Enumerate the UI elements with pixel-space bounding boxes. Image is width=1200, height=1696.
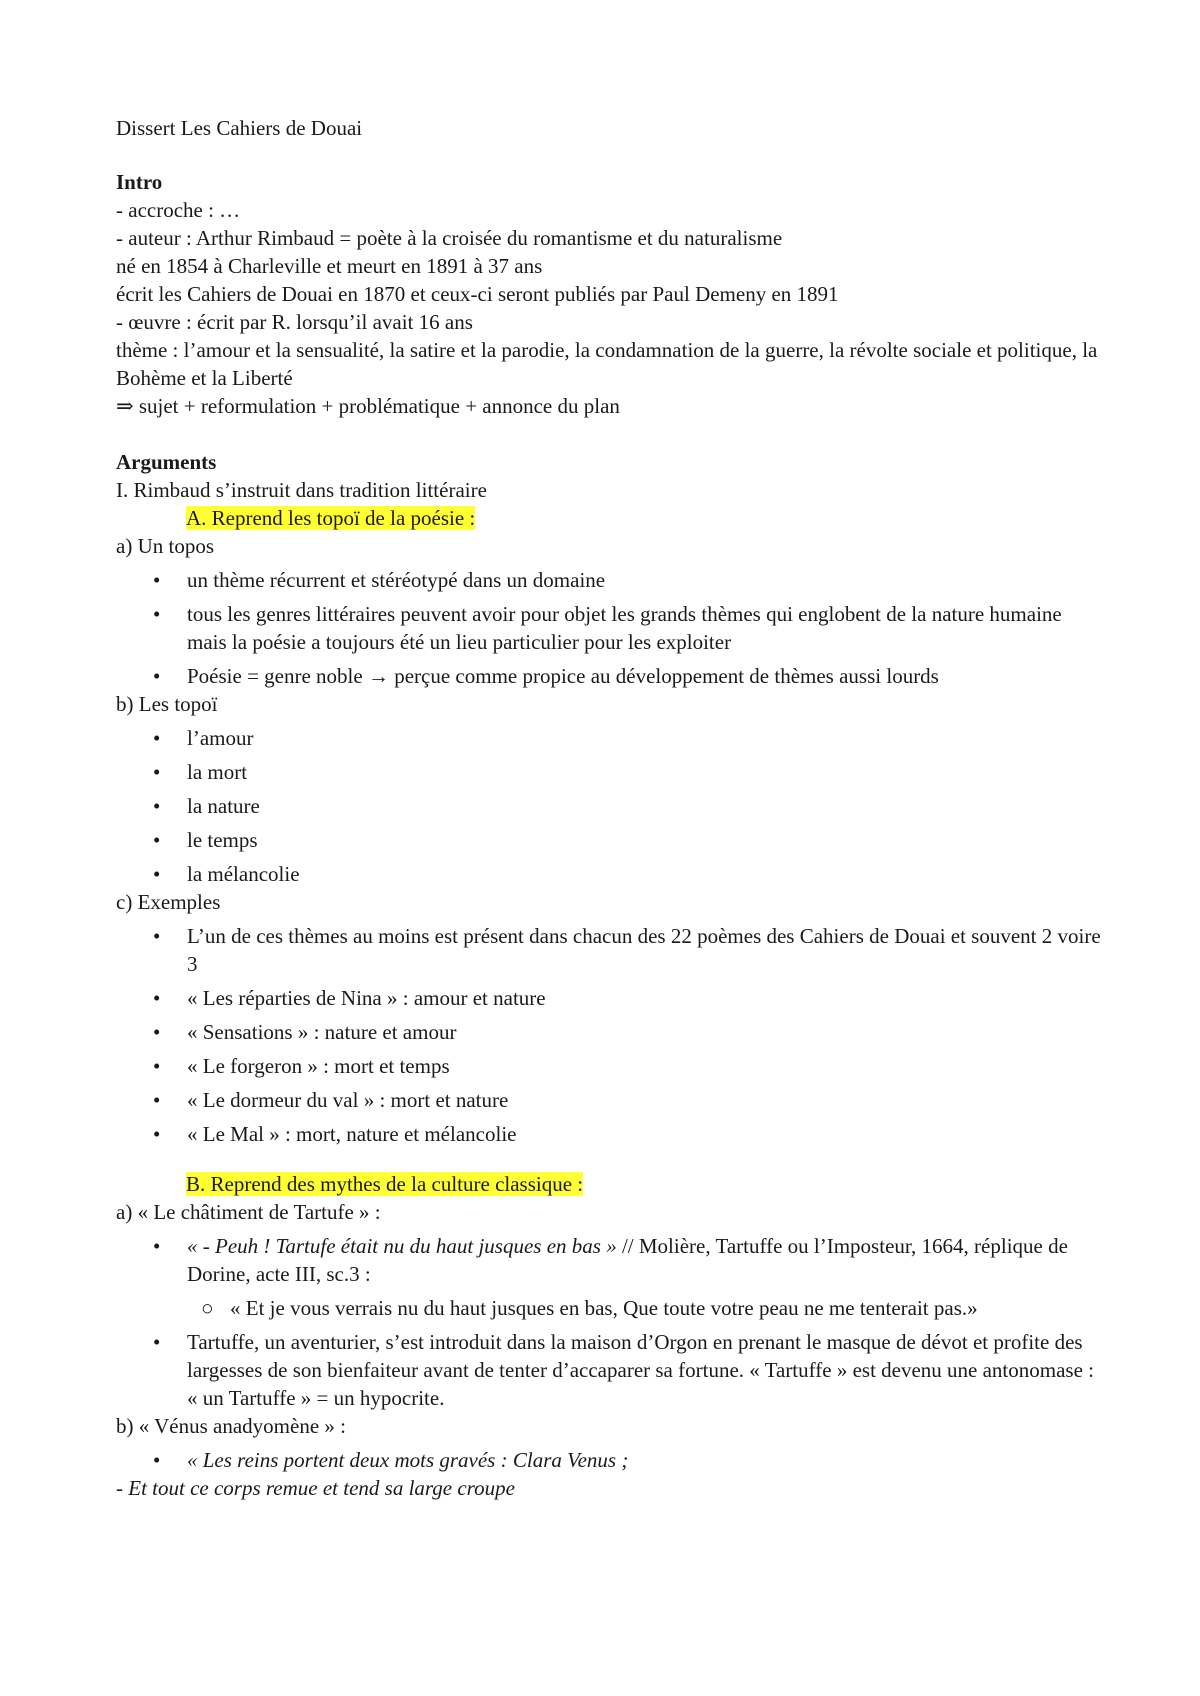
list-item: • la mort bbox=[153, 760, 248, 784]
list-item: • la mélancolie bbox=[153, 862, 300, 886]
bullet-icon: • bbox=[153, 1448, 161, 1472]
list-item: • tous les genres littéraires peuvent avoir pour objet les grands thèmes qui englobent de la nature humaine mais la poésie a toujours été un lieu particulier pour les exploiter bbox=[153, 602, 1062, 654]
tartufe-list bbox=[116, 1232, 1106, 1412]
document-body bbox=[116, 114, 1106, 1502]
topos-list bbox=[116, 566, 1106, 690]
bullet-icon: • bbox=[153, 828, 161, 852]
quote-source: // Molière, Tartuffe ou l’Imposteur, 1664, réplique de Dorine, acte III, sc.3 : bbox=[187, 1234, 1068, 1286]
section-b-highlight: B. Reprend des mythes de la culture classique : bbox=[186, 1172, 584, 1196]
intro-line: né en 1854 à Charleville et meurt en 1891 à 37 ans bbox=[116, 254, 543, 278]
section-b-title bbox=[116, 1170, 1106, 1198]
section-a-title bbox=[116, 504, 1106, 532]
circle-bullet-icon: ○ bbox=[201, 1296, 214, 1320]
list-item: • un thème récurrent et stéréotypé dans un domaine bbox=[153, 568, 606, 592]
intro-line: - auteur : Arthur Rimbaud = poète à la croisée du romantisme et du naturalisme bbox=[116, 226, 783, 250]
intro-line: - accroche : … bbox=[116, 198, 241, 222]
intro-line: thème : l’amour et la sensualité, la satire et la parodie, la condamnation de la guerre, la révolte sociale et politique, la Bohème et la Liberté bbox=[116, 338, 1098, 390]
sub-list-item: ○ « Et je vous verrais nu du haut jusques en bas, Que toute votre peau ne me tenterait pas.» bbox=[201, 1296, 978, 1320]
spacer bbox=[116, 420, 1106, 448]
list-item: • l’amour bbox=[153, 726, 254, 750]
list-item: • le temps bbox=[153, 828, 258, 852]
bullet-icon: • bbox=[153, 568, 161, 592]
subsection-b-label: b) Les topoï bbox=[116, 692, 218, 716]
bullet-icon: • bbox=[153, 1054, 161, 1078]
bullet-icon: • bbox=[153, 1122, 161, 1146]
subsection-a-label: a) « Le châtiment de Tartufe » : bbox=[116, 1200, 381, 1224]
venus-list bbox=[116, 1446, 1106, 1474]
list-item: • « Les reins portent deux mots gravés : Clara Venus ; bbox=[153, 1448, 629, 1472]
list-item: • Tartuffe, un aventurier, s’est introduit dans la maison d’Orgon en prenant le masque de dévot et profite des largesses de son bienfaiteur avant de tenter d’accaparer sa fortune. « Tartuffe » est devenu une antonomase : « un Tartuffe » = un hypocrite. bbox=[153, 1330, 1094, 1410]
bullet-icon: • bbox=[153, 794, 161, 818]
quote-italic: « - Peuh ! Tartufe était nu du haut jusques en bas » bbox=[187, 1234, 617, 1258]
subsection-c-label: c) Exemples bbox=[116, 890, 221, 914]
intro-line: - œuvre : écrit par R. lorsqu’il avait 16 ans bbox=[116, 310, 473, 334]
subsection-b-label: b) « Vénus anadyomène » : bbox=[116, 1414, 346, 1438]
intro-line: écrit les Cahiers de Douai en 1870 et ceux-ci seront publiés par Paul Demeny en 1891 bbox=[116, 282, 839, 306]
list-item: • L’un de ces thèmes au moins est présent dans chacun des 22 poèmes des Cahiers de Douai et souvent 2 voire 3 bbox=[153, 924, 1101, 976]
list-item bbox=[116, 1232, 1106, 1322]
bullet-icon: • bbox=[153, 862, 161, 886]
part-one-title: I. Rimbaud s’instruit dans tradition littéraire bbox=[116, 478, 487, 502]
list-item: • Poésie = genre noble → perçue comme propice au développement de thèmes aussi lourds bbox=[153, 664, 939, 688]
bullet-icon: • bbox=[153, 726, 161, 750]
bullet-icon: • bbox=[153, 1088, 161, 1112]
bullet-icon: • bbox=[153, 760, 161, 784]
examples-list bbox=[116, 922, 1106, 1148]
list-item: • « Le dormeur du val » : mort et nature bbox=[153, 1088, 509, 1112]
document-title: Dissert Les Cahiers de Douai bbox=[116, 116, 363, 140]
bullet-icon: • bbox=[153, 924, 161, 948]
list-item: • « Le forgeron » : mort et temps bbox=[153, 1054, 450, 1078]
bullet-icon: • bbox=[153, 1020, 161, 1044]
tartufe-sublist bbox=[187, 1294, 1106, 1322]
list-item: • « Le Mal » : mort, nature et mélancolie bbox=[153, 1122, 517, 1146]
bullet-icon: • bbox=[153, 1330, 161, 1354]
section-a-highlight: A. Reprend les topoï de la poésie : bbox=[186, 506, 476, 530]
arguments-heading: Arguments bbox=[116, 450, 217, 474]
list-item: • « Sensations » : nature et amour bbox=[153, 1020, 457, 1044]
topoi-list bbox=[116, 724, 1106, 888]
poem-continuation: - Et tout ce corps remue et tend sa large croupe bbox=[116, 1476, 515, 1500]
bullet-icon: • bbox=[153, 664, 161, 688]
bullet-icon: • bbox=[153, 602, 161, 626]
bullet-icon: • bbox=[153, 1234, 161, 1258]
intro-heading: Intro bbox=[116, 170, 163, 194]
intro-line: ⇒ sujet + reformulation + problématique + annonce du plan bbox=[116, 394, 620, 418]
subsection-a-label: a) Un topos bbox=[116, 534, 214, 558]
list-item: • la nature bbox=[153, 794, 260, 818]
list-item: • « Les réparties de Nina » : amour et nature bbox=[153, 986, 546, 1010]
bullet-icon: • bbox=[153, 986, 161, 1010]
